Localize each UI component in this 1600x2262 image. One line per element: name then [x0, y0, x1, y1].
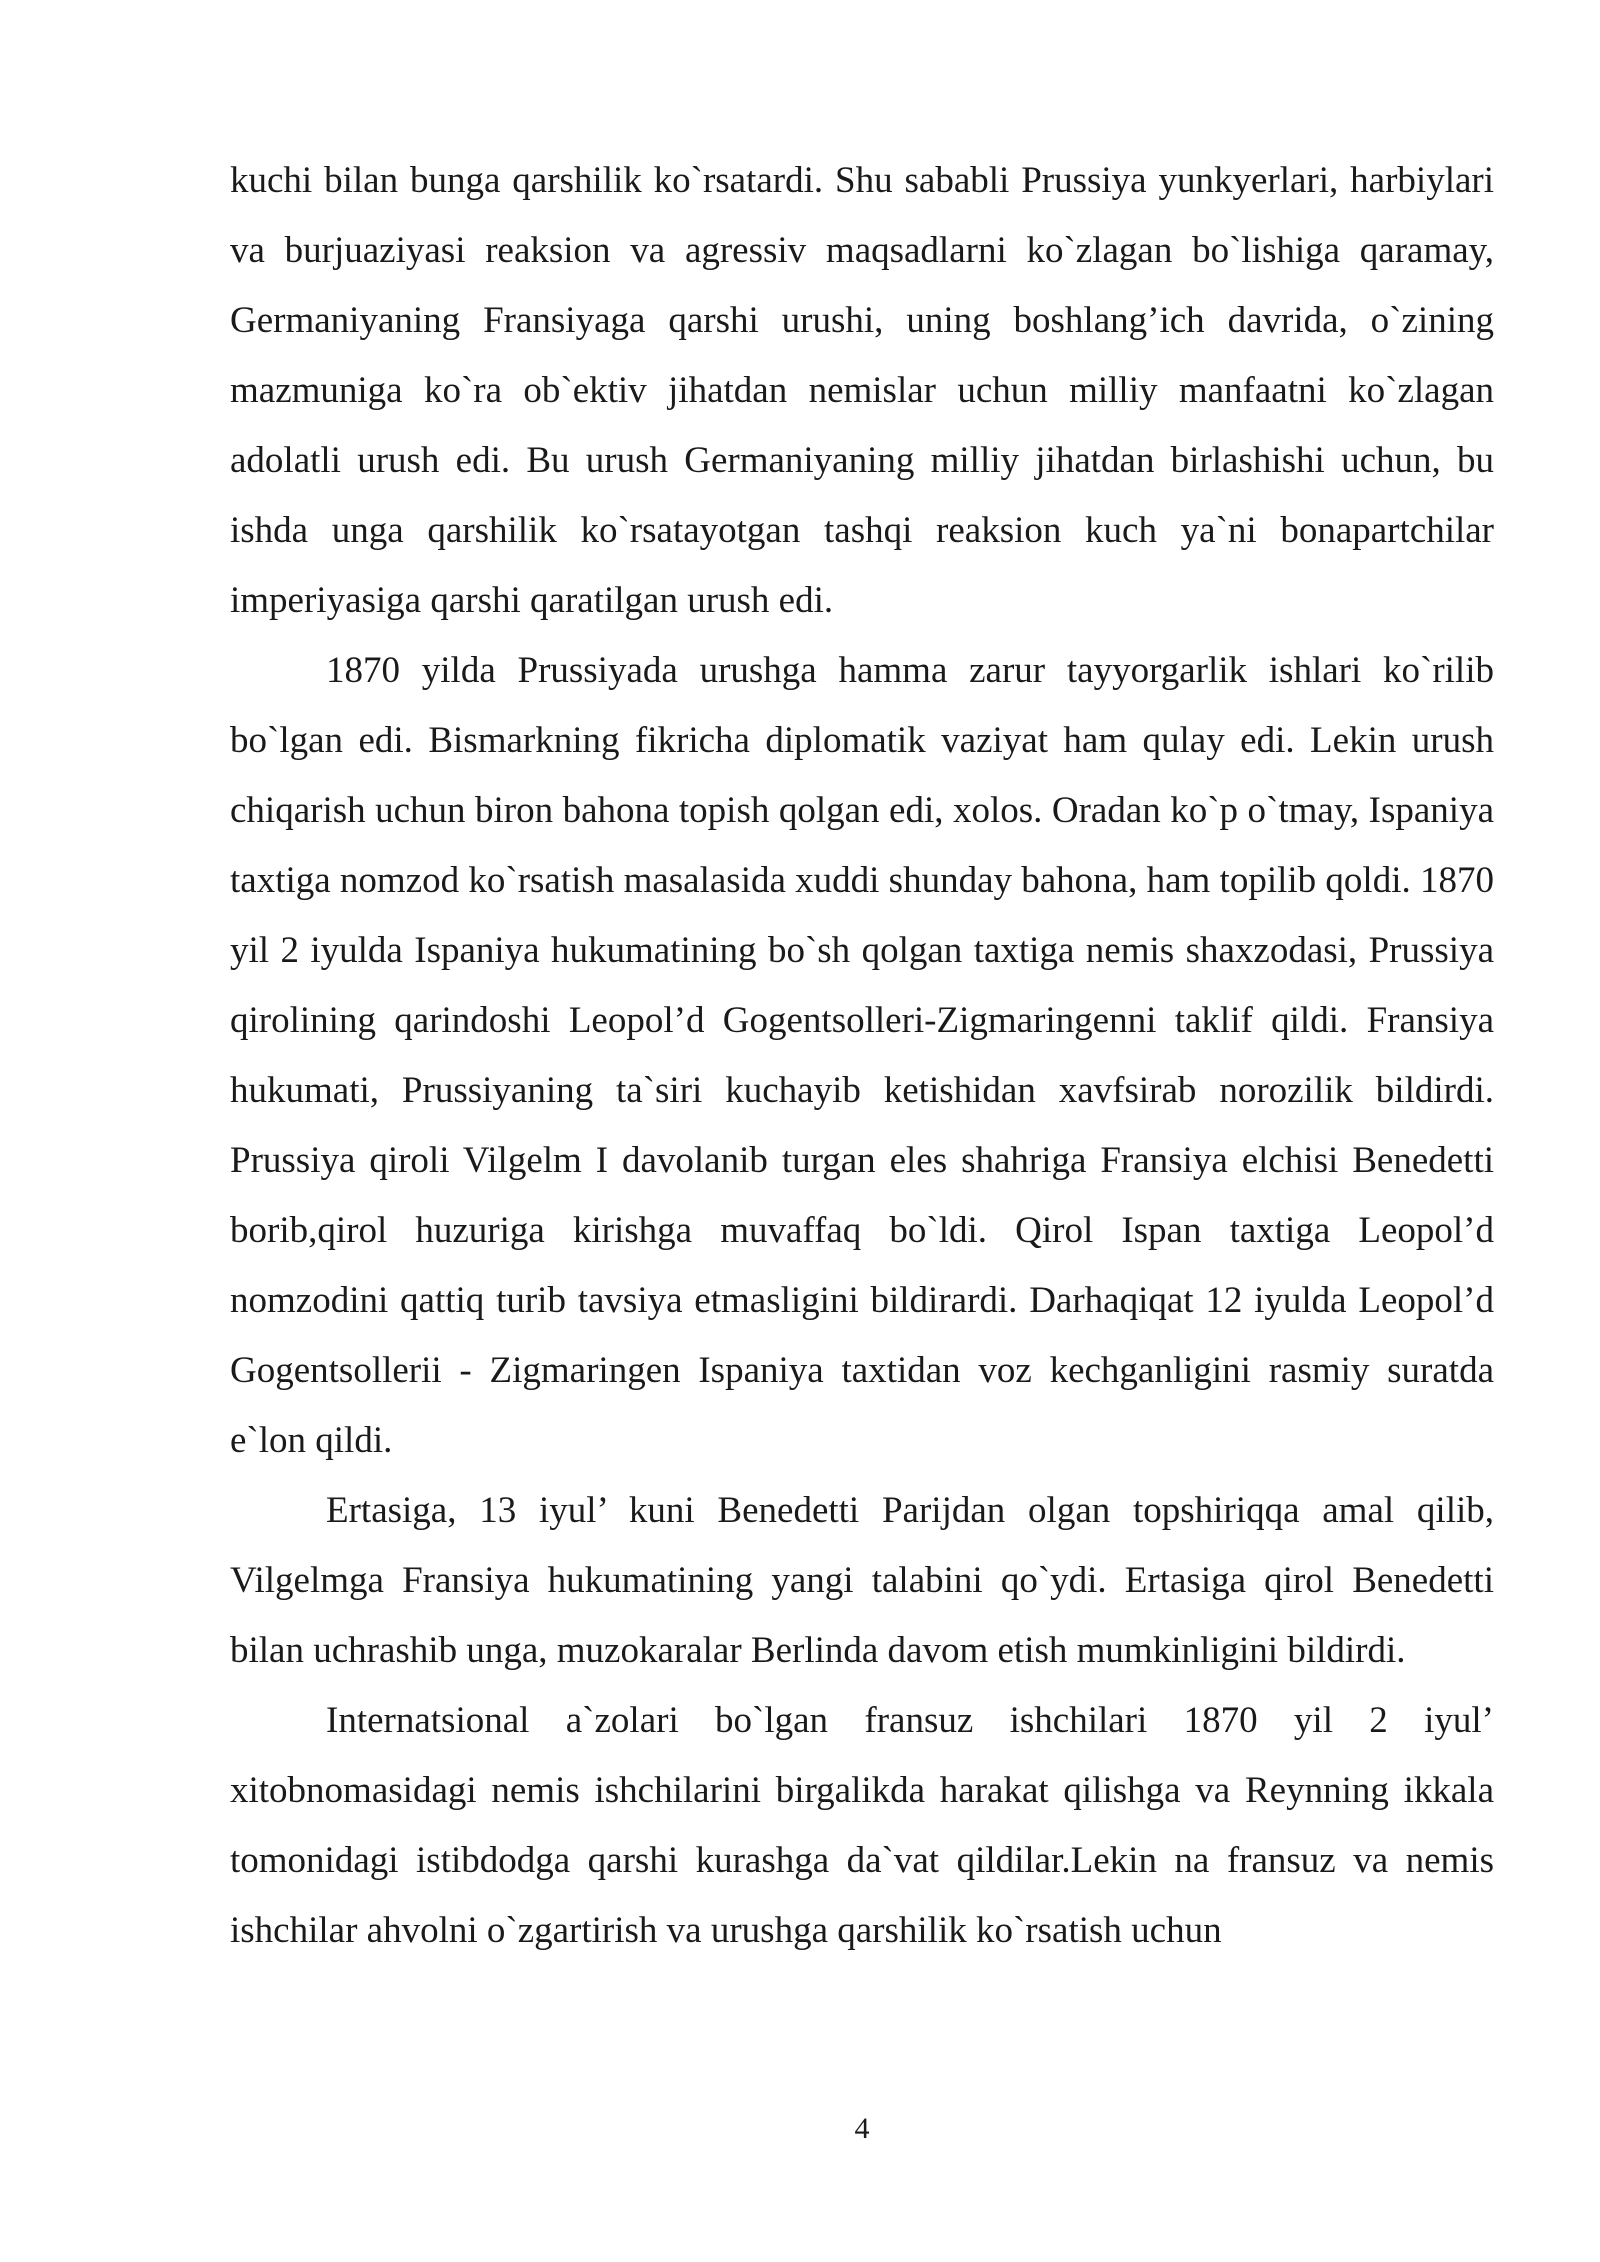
paragraph-3: Ertasiga, 13 iyul’ kuni Benedetti Parijdan olgan topshiriqqa amal qilib, Vilgelmga Fransiya hukumatining yangi talabini qo`ydi. Ertasiga qirol Benedetti bilan uchrashib unga, muzokaralar Berlinda davom etish mumkinligini bildirdi.: [230, 1490, 1494, 1671]
document-body: [230, 146, 1494, 1966]
page-number: 4: [854, 2112, 870, 2145]
paragraph-4: Internatsional a`zolari bo`lgan fransuz ishchilari 1870 yil 2 iyul’ xitobnomasidagi nemis ishchilarini birgalikda harakat qilishga va Reynning ikkala tomonidagi istibdodga qarshi kurashga da`vat qildilar.Lekin na fransuz va nemis ishchilar ahvolni o`zgartirish va urushga qarshilik ko`rsatish uchun: [230, 1700, 1494, 1951]
paragraph-1: kuchi bilan bunga qarshilik ko`rsatardi. Shu sababli Prussiya yunkyerlari, harbiylari va burjuaziyasi reaksion va agressiv maqsadlarni ko`zlagan bo`lishiga qaramay, Germaniyaning Fransiyaga qarshi urushi, uning boshlang’ich davrida, o`zining mazmuniga ko`ra ob`ektiv jihatdan nemislar uchun milliy manfaatni ko`zlagan adolatli urush edi. Bu urush Germaniyaning milliy jihatdan birlashishi uchun, bu ishda unga qarshilik ko`rsatayotgan tashqi reaksion kuch ya`ni bonapartchilar imperiyasiga qarshi qaratilgan urush edi.: [230, 160, 1494, 621]
paragraph-2: 1870 yilda Prussiyada urushga hamma zarur tayyorgarlik ishlari ko`rilib bo`lgan edi. Bismarkning fikricha diplomatik vaziyat ham qulay edi. Lekin urush chiqarish uchun biron bahona topish qolgan edi, xolos. Oradan ko`p o`tmay, Ispaniya taxtiga nomzod ko`rsatish masalasida xuddi shunday bahona, ham topilib qoldi. 1870 yil 2 iyulda Ispaniya hukumatining bo`sh qolgan taxtiga nemis shaxzodasi, Prussiya qirolining qarindoshi Leopol’d Gogentsolleri-Zigmaringenni taklif qildi. Fransiya hukumati, Prussiyaning ta`siri kuchayib ketishidan xavfsirab norozilik bildirdi. Prussiya qiroli Vilgelm I davolanib turgan eles shahriga Fransiya elchisi Benedetti borib,qirol huzuriga kirishga muvaffaq bo`ldi. Qirol Ispan taxtiga Leopol’d nomzodini qattiq turib tavsiya etmasligini bildirardi. Darhaqiqat 12 iyulda Leopol’d Gogentsollerii - Zigmaringen Ispaniya taxtidan voz kechganligini rasmiy suratda e`lon qildi.: [230, 650, 1494, 1461]
